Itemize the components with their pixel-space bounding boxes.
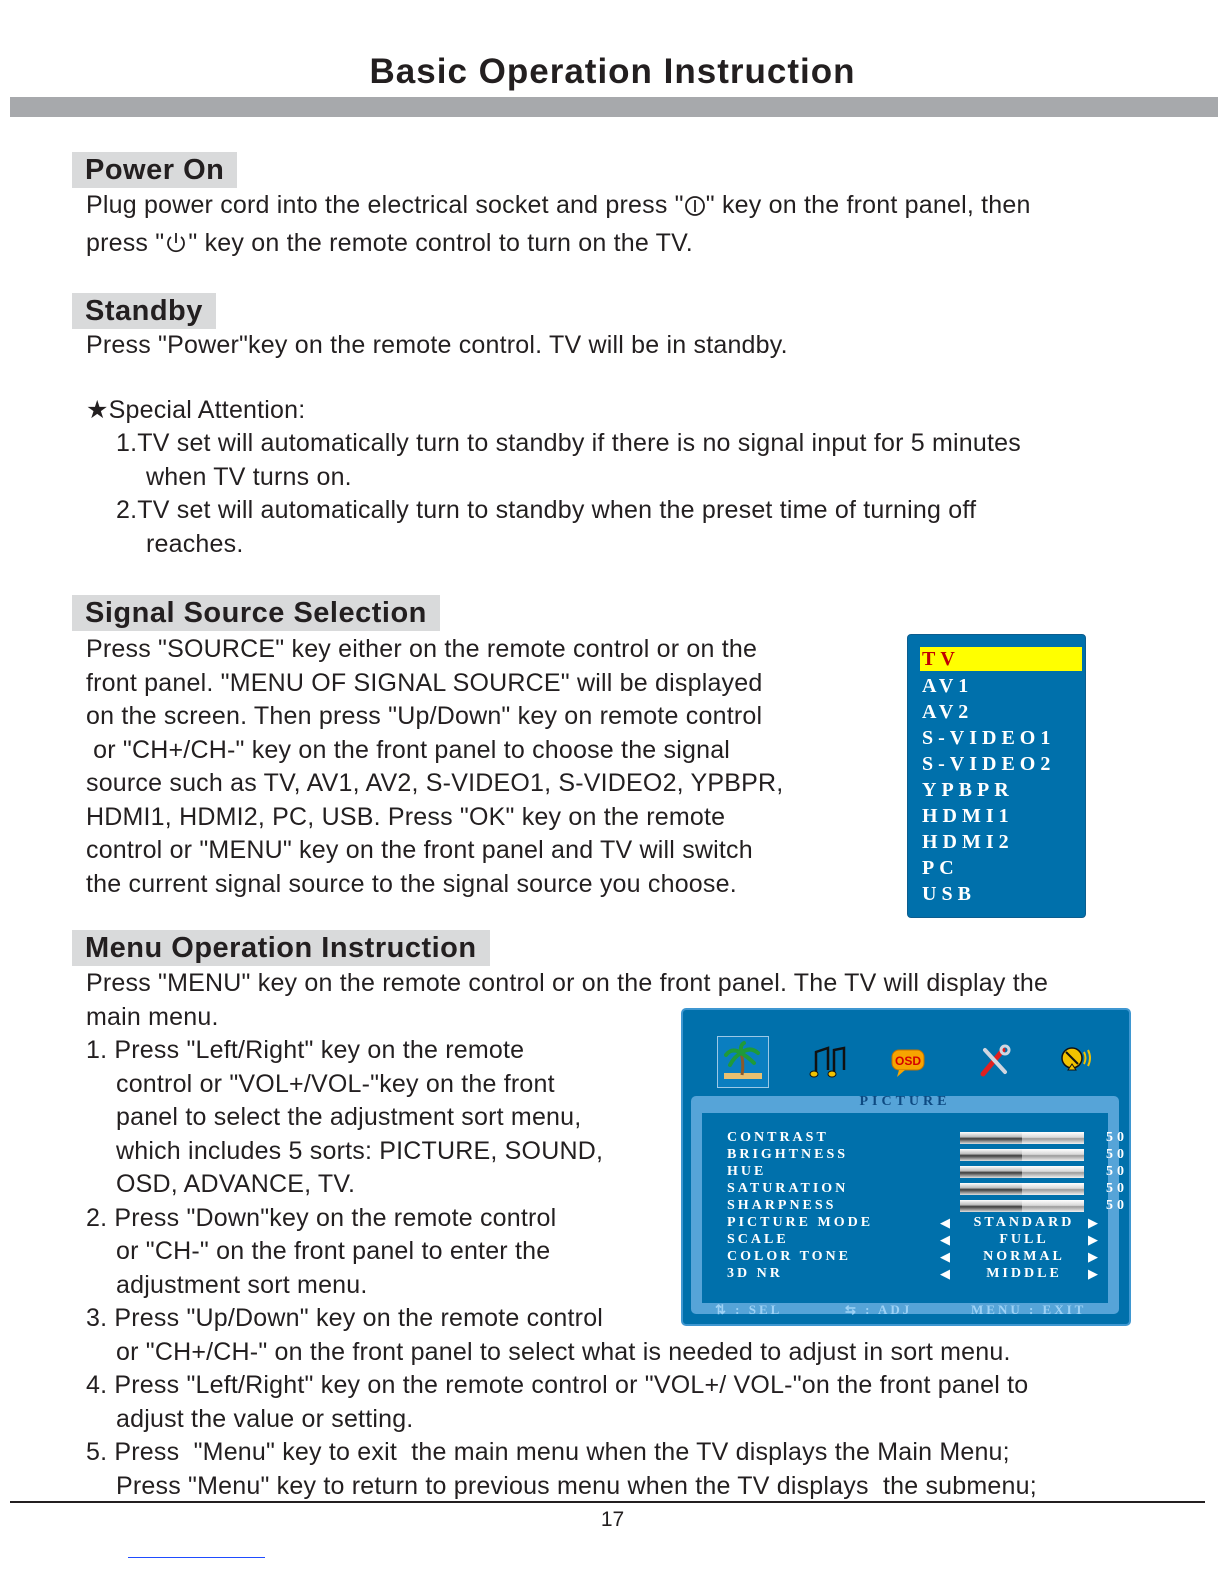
power-on-line-1: Plug power cord into the electrical socket and press " " key on the front panel, then <box>86 189 1031 227</box>
setting-brightness-label: BRIGHTNESS <box>727 1147 849 1162</box>
menu-op-step-2-cont: adjustment sort menu. <box>116 1270 368 1299</box>
setting-3dnr-value: MIDDLE <box>986 1266 1062 1281</box>
setting-hue-slider[interactable] <box>960 1166 1084 1178</box>
menu-op-step-4-cont: adjust the value or setting. <box>116 1404 414 1433</box>
arrow-left-icon[interactable]: ◀ <box>940 1249 950 1264</box>
footer-select-hint: ⇅ : SEL <box>715 1302 783 1317</box>
bottom-divider <box>10 1501 1205 1503</box>
footer-exit-hint: MENU : EXIT <box>971 1302 1087 1317</box>
standby-text: Press "Power"key on the remote control. TV will be in standby. <box>86 331 788 359</box>
source-item-svideo1[interactable]: S-VIDEO1 <box>922 727 1056 749</box>
slider-fill <box>960 1149 1022 1161</box>
special-attention-label: ★Special Attention: <box>86 396 306 424</box>
special-attention-list <box>116 427 1021 561</box>
signal-line: source such as TV, AV1, AV2, S-VIDEO1, S-VIDEO2, YPBPR, <box>86 769 784 797</box>
source-item-pc[interactable]: PC <box>922 857 959 879</box>
setting-contrast-label: CONTRAST <box>727 1130 829 1145</box>
picture-settings-list <box>702 1113 1128 1303</box>
power-on-line-2: press " " key on the remote control to turn on the TV. <box>86 227 1031 265</box>
arrow-right-icon[interactable]: ▶ <box>1088 1266 1098 1281</box>
setting-3dnr-label: 3D NR <box>727 1266 783 1281</box>
arrow-right-icon[interactable]: ▶ <box>1088 1215 1098 1230</box>
setting-brightness-value: 50 <box>1106 1147 1128 1162</box>
sound-icon[interactable] <box>804 1036 854 1086</box>
source-item-hdmi2[interactable]: HDMI2 <box>922 831 1014 853</box>
slider-fill <box>960 1200 1022 1212</box>
menu-op-step-1: 1. Press "Left/Right" key on the remote <box>86 1036 525 1064</box>
attention-item-1-cont: when TV turns on. <box>146 462 352 491</box>
tv-icon[interactable] <box>1050 1036 1100 1086</box>
menu-op-step-3-cont: or "CH+/CH-" on the front panel to select what is needed to adjust in sort menu. <box>116 1337 1011 1366</box>
power-icon <box>164 231 188 265</box>
source-item-av2[interactable]: AV2 <box>922 701 974 723</box>
arrow-right-icon[interactable]: ▶ <box>1088 1232 1098 1247</box>
menu-op-step-1-cont: panel to select the adjustment sort menu, <box>116 1103 582 1131</box>
menu-operation-heading: Menu Operation Instruction <box>72 930 490 966</box>
tab-picture[interactable]: PICTURE <box>859 1094 951 1109</box>
left-right-arrows-icon: ⇆ <box>845 1302 859 1317</box>
menu-op-step-2: 2. Press "Down"key on the remote control <box>86 1203 557 1232</box>
menu-op-step-5: 5. Press "Menu" key to exit the main menu when the TV displays the Main Menu; <box>86 1438 1010 1466</box>
blue-underline <box>128 1557 265 1558</box>
slider-fill <box>960 1166 1022 1178</box>
power-on-text <box>86 189 1031 264</box>
page-title: Basic Operation Instruction <box>369 52 856 91</box>
source-item-av1[interactable]: AV1 <box>922 675 974 697</box>
menu-op-step-1-cont: which includes 5 sorts: PICTURE, SOUND, <box>116 1136 604 1165</box>
power-on-heading: Power On <box>72 152 237 188</box>
signal-line: on the screen. Then press "Up/Down" key on remote control <box>86 702 763 730</box>
setting-brightness-slider[interactable] <box>960 1149 1084 1161</box>
setting-picture-mode-label: PICTURE MODE <box>727 1215 874 1230</box>
signal-line: control or "MENU" key on the front panel and TV will switch <box>86 836 753 864</box>
signal-source-heading: Signal Source Selection <box>72 595 440 631</box>
arrow-right-icon[interactable]: ▶ <box>1088 1249 1098 1264</box>
osd-badge-text: OSD <box>894 1054 922 1068</box>
setting-saturation-slider[interactable] <box>960 1183 1084 1195</box>
signal-source-menu <box>907 634 1086 918</box>
main-menu-osd <box>681 1008 1131 1326</box>
setting-color-tone-label: COLOR TONE <box>727 1249 852 1264</box>
setting-hue-value: 50 <box>1106 1164 1128 1179</box>
picture-panel <box>691 1094 1128 1314</box>
source-item-svideo2[interactable]: S-VIDEO2 <box>922 753 1056 775</box>
source-item-tv[interactable]: TV <box>920 647 1082 671</box>
signal-line: the current signal source to the signal source you choose. <box>86 869 737 898</box>
page-number: 17 <box>600 1508 625 1531</box>
menu-op-step-3: 3. Press "Up/Down" key on the remote control <box>86 1304 604 1332</box>
menu-op-step-1-cont: OSD, ADVANCE, TV. <box>116 1170 356 1198</box>
source-item-usb[interactable]: USB <box>922 883 976 905</box>
source-item-hdmi1[interactable]: HDMI1 <box>922 805 1014 827</box>
footer-adjust-hint: ⇆ : ADJ <box>845 1302 913 1317</box>
signal-line: front panel. "MENU OF SIGNAL SOURCE" will be displayed <box>86 668 763 697</box>
title-divider-bar <box>10 97 1218 117</box>
up-down-arrows-icon: ⇅ <box>715 1302 729 1317</box>
attention-item-1: 1.TV set will automatically turn to standby if there is no signal input for 5 minutes <box>116 429 1021 457</box>
menu-op-line: main menu. <box>86 1003 219 1031</box>
slider-fill <box>960 1183 1022 1195</box>
menu-op-line: Press "MENU" key on the remote control or on the front panel. The TV will display the <box>86 969 1049 997</box>
menu-op-step-1-cont: control or "VOL+/VOL-"key on the front <box>116 1069 555 1098</box>
signal-line: or "CH+/CH-" key on the front panel to choose the signal <box>86 735 731 764</box>
setting-contrast-slider[interactable] <box>960 1132 1084 1144</box>
signal-line: Press "SOURCE" key either on the remote control or on the <box>86 635 758 663</box>
setting-color-tone-value: NORMAL <box>983 1249 1065 1264</box>
setting-saturation-label: SATURATION <box>727 1181 849 1196</box>
advance-icon[interactable] <box>969 1036 1019 1086</box>
setting-scale-label: SCALE <box>727 1232 789 1247</box>
setting-picture-mode-value: STANDARD <box>973 1215 1075 1230</box>
menu-op-step-4: 4. Press "Left/Right" key on the remote control or "VOL+/ VOL-"on the front panel to <box>86 1371 1029 1399</box>
attention-item-2-cont: reaches. <box>146 529 244 558</box>
signal-line: HDMI1, HDMI2, PC, USB. Press "OK" key on the remote <box>86 802 726 831</box>
signal-source-text <box>86 633 783 901</box>
power-switch-icon <box>684 193 706 227</box>
attention-item-2: 2.TV set will automatically turn to standby when the preset time of turning off <box>116 496 977 524</box>
arrow-left-icon[interactable]: ◀ <box>940 1215 950 1230</box>
menu-op-step-5-cont: Press "Menu" key to return to previous menu when the TV displays the submenu; <box>116 1471 1037 1500</box>
setting-sharpness-value: 50 <box>1106 1198 1128 1213</box>
setting-sharpness-label: SHARPNESS <box>727 1198 837 1213</box>
arrow-left-icon[interactable]: ◀ <box>940 1232 950 1247</box>
arrow-left-icon[interactable]: ◀ <box>940 1266 950 1281</box>
source-item-ypbpr[interactable]: YPBPR <box>922 779 1014 801</box>
setting-hue-label: HUE <box>727 1164 767 1179</box>
setting-sharpness-slider[interactable] <box>960 1200 1084 1212</box>
picture-icon[interactable] <box>717 1036 769 1088</box>
setting-contrast-value: 50 <box>1106 1130 1128 1145</box>
osd-icon[interactable] <box>883 1036 933 1086</box>
slider-fill <box>960 1132 1022 1144</box>
setting-saturation-value: 50 <box>1106 1181 1128 1196</box>
menu-op-step-2-cont: or "CH-" on the front panel to enter the <box>116 1237 551 1265</box>
standby-heading: Standby <box>72 293 216 329</box>
setting-scale-value: FULL <box>999 1232 1049 1247</box>
